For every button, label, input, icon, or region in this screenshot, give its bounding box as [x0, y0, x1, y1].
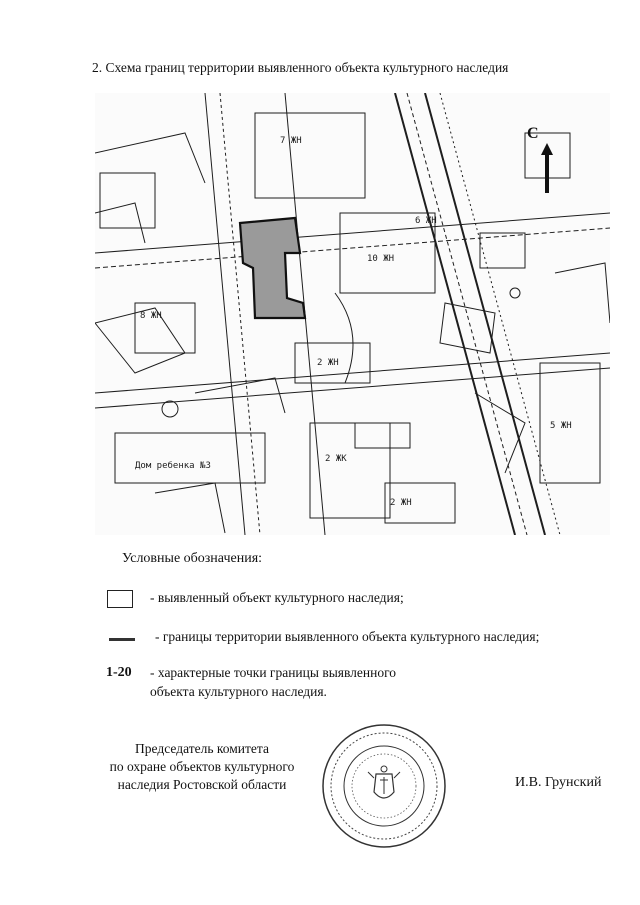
legend-text-object: - выявленный объект культурного наследия; [150, 590, 404, 605]
signature-line3: наследия Ростовской области [117, 777, 287, 792]
legend-symbol-points: 1-20 [106, 665, 132, 680]
legend-symbol-object [107, 590, 133, 608]
map-label-1: 10 ЖН [367, 254, 395, 264]
signature-line2: по охране объектов культурного [109, 759, 295, 774]
map-label-8: 2 ЖН [390, 498, 412, 508]
map-label-2: 2 ЖН [317, 358, 339, 368]
map-label-6: Дом ребенка №3 [135, 461, 211, 471]
map-label-4: 6 ЖН [415, 216, 437, 226]
map-drawing [95, 93, 610, 535]
north-label: С [527, 125, 539, 142]
legend-symbol-boundary [109, 638, 135, 641]
signatory-name: И.В. Грунский [515, 775, 602, 790]
site-map [95, 93, 610, 535]
signature-block [96, 740, 308, 794]
map-label-3: 5 ЖН [550, 421, 572, 431]
legend-text-points-line1: - характерные точки границы выявленного [150, 665, 397, 680]
official-seal [320, 722, 448, 850]
signature-line1: Председатель комитета [135, 741, 269, 756]
page-title: 2. Схема границ территории выявленного объекта культурного наследия [92, 60, 509, 75]
legend-text-boundary: - границы территории выявленного объекта культурного наследия; [155, 629, 540, 644]
map-label-7: 2 ЖК [325, 454, 347, 464]
legend-title: Условные обозначения: [122, 551, 263, 566]
legend-text-points-line2: объекта культурного наследия. [150, 684, 327, 699]
map-label-5: 8 ЖН [140, 311, 162, 321]
map-label-0: 7 ЖН [280, 136, 302, 146]
